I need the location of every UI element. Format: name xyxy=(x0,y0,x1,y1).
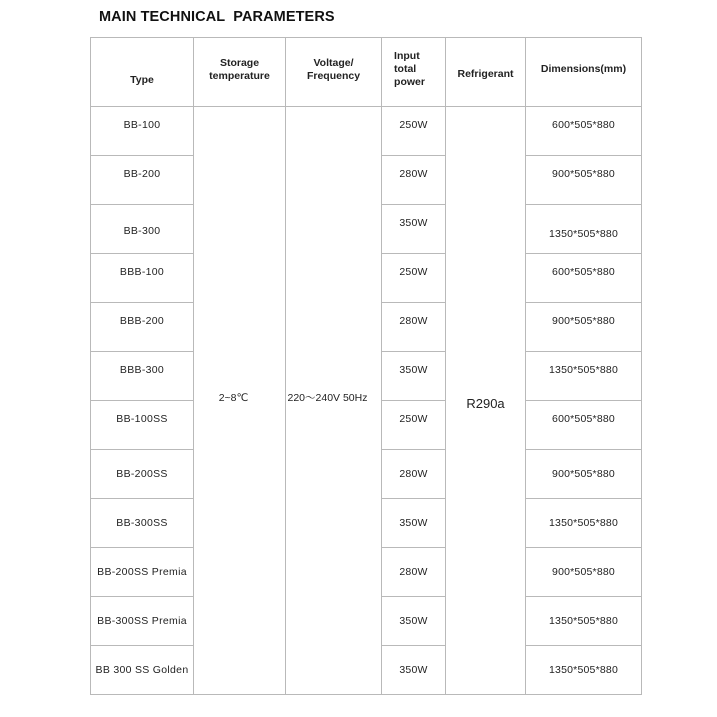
power-cell: 280W xyxy=(382,156,446,205)
page-title: MAIN TECHNICAL PARAMETERS xyxy=(99,9,335,25)
power-cell: 350W xyxy=(382,352,446,401)
header-row xyxy=(91,38,642,107)
power-cell: 280W xyxy=(382,303,446,352)
power-cell: 280W xyxy=(382,548,446,597)
dimensions-cell: 900*505*880 xyxy=(526,450,642,499)
power-cell: 250W xyxy=(382,107,446,156)
type-cell: BB-100SS xyxy=(91,401,194,450)
refrigerant-cell: R290a xyxy=(446,107,526,695)
type-cell: BB-200SS Premia xyxy=(91,548,194,597)
type-cell: BBB-100 xyxy=(91,254,194,303)
dimensions-cell: 900*505*880 xyxy=(526,548,642,597)
header-type: Type xyxy=(91,38,194,107)
dimensions-cell: 1350*505*880 xyxy=(526,352,642,401)
header-voltage-frequency: Voltage/ Frequency xyxy=(286,38,382,107)
type-cell: BB 300 SS Golden xyxy=(91,646,194,695)
dimensions-cell: 900*505*880 xyxy=(526,303,642,352)
dimensions-cell: 1350*505*880 xyxy=(526,205,642,254)
dimensions-cell: 900*505*880 xyxy=(526,156,642,205)
power-cell: 350W xyxy=(382,205,446,254)
dimensions-cell: 600*505*880 xyxy=(526,254,642,303)
header-refrigerant: Refrigerant xyxy=(446,38,526,107)
power-cell: 250W xyxy=(382,401,446,450)
dimensions-cell: 1350*505*880 xyxy=(526,646,642,695)
power-cell: 280W xyxy=(382,450,446,499)
power-cell: 350W xyxy=(382,646,446,695)
voltage-frequency-cell: 220～240V 50Hz xyxy=(286,107,382,695)
technical-parameters-table xyxy=(90,37,642,695)
power-cell: 350W xyxy=(382,597,446,646)
storage-temperature-cell: 2~8℃ xyxy=(194,107,286,695)
type-cell: BB-300SS xyxy=(91,499,194,548)
dimensions-cell: 1350*505*880 xyxy=(526,597,642,646)
type-cell: BB-200 xyxy=(91,156,194,205)
type-cell: BB-100 xyxy=(91,107,194,156)
dimensions-cell: 600*505*880 xyxy=(526,401,642,450)
dimensions-cell: 1350*505*880 xyxy=(526,499,642,548)
type-cell: BB-200SS xyxy=(91,450,194,499)
header-input-total-power: Input total power xyxy=(382,38,446,107)
table-row xyxy=(91,107,642,156)
type-cell: BBB-300 xyxy=(91,352,194,401)
type-cell: BBB-200 xyxy=(91,303,194,352)
type-cell: BB-300 xyxy=(91,205,194,254)
header-dimensions: Dimensions(mm) xyxy=(526,38,642,107)
power-cell: 350W xyxy=(382,499,446,548)
header-storage-temperature: Storage temperature xyxy=(194,38,286,107)
dimensions-cell: 600*505*880 xyxy=(526,107,642,156)
type-cell: BB-300SS Premia xyxy=(91,597,194,646)
power-cell: 250W xyxy=(382,254,446,303)
